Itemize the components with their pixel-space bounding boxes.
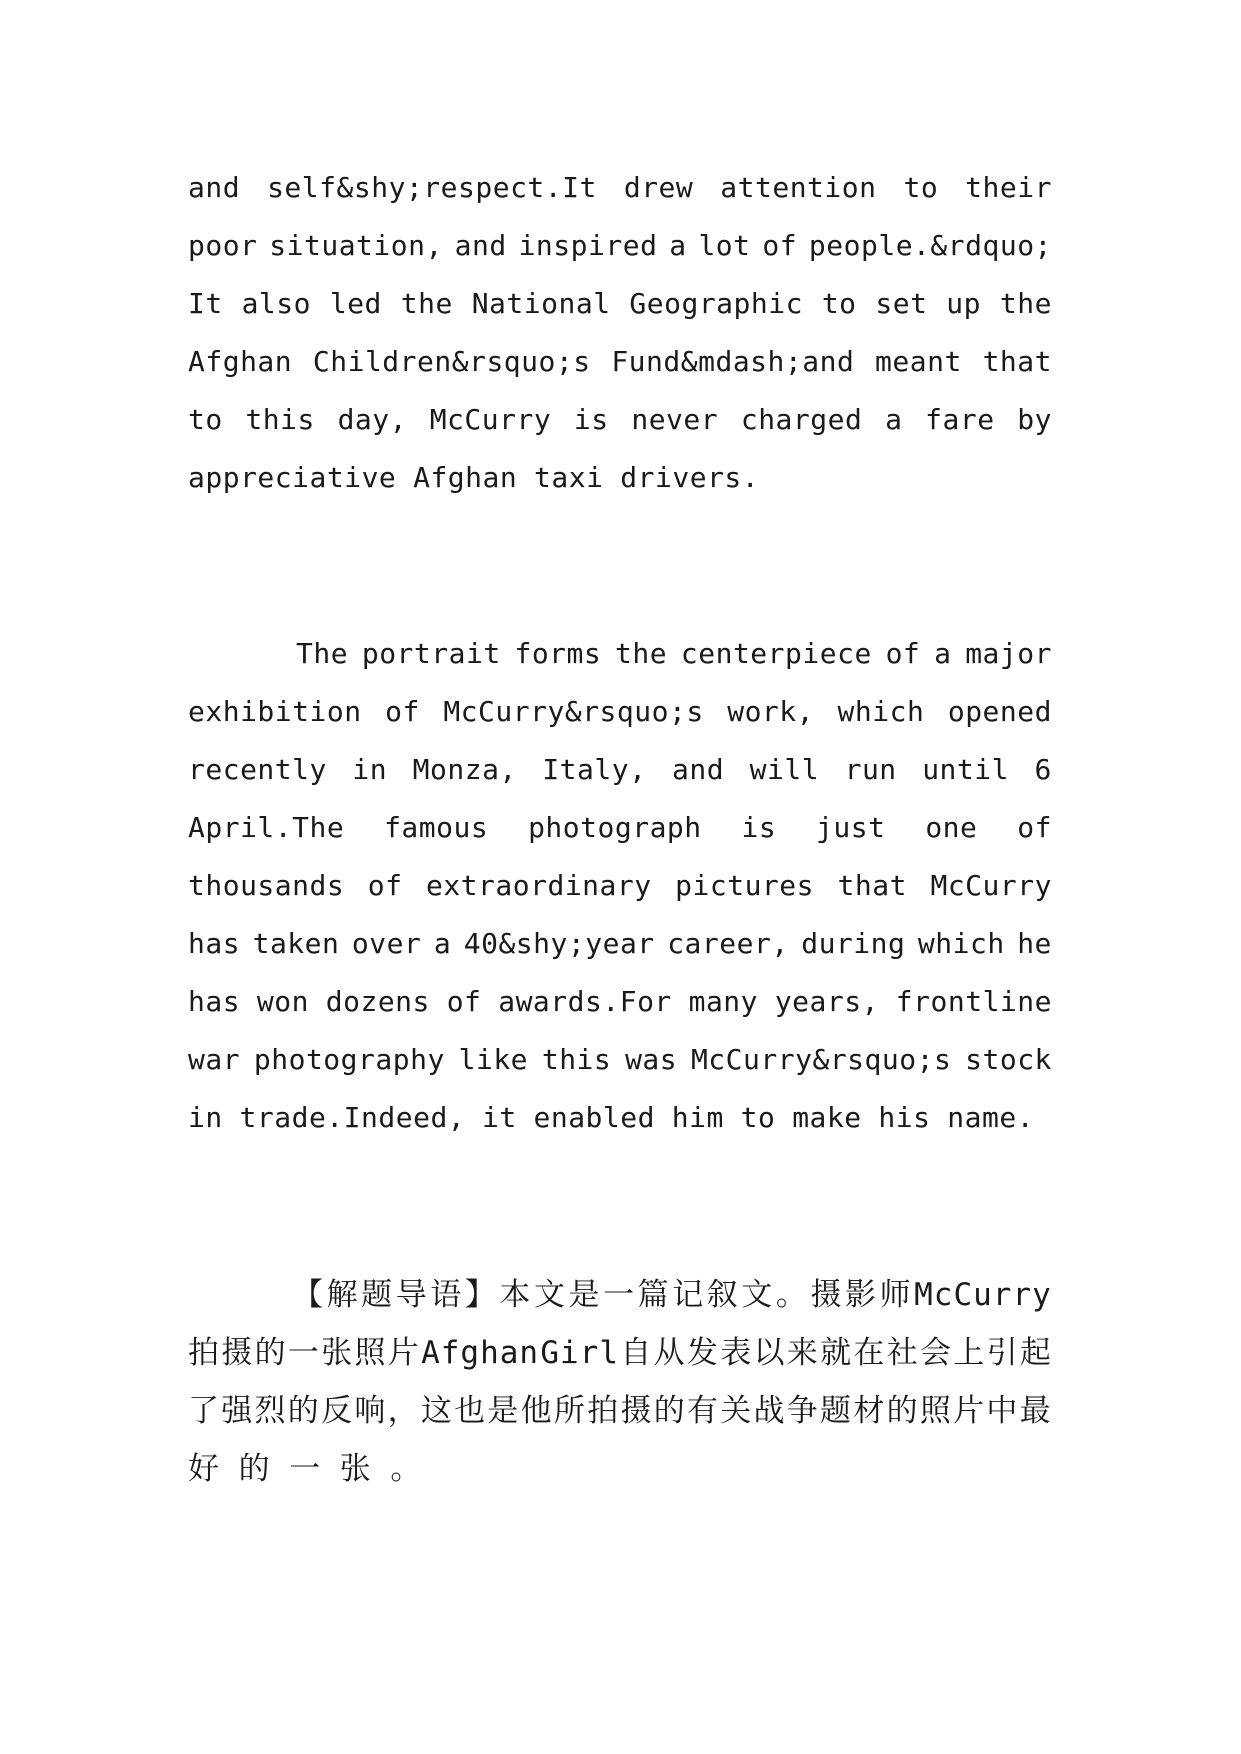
paragraph-guide xyxy=(188,1266,1052,1498)
text-line: war photography like this was McCurry&rsquo;s stock xyxy=(188,1043,1052,1076)
text-line: 【 解 题 导 语 】 本 文 是 一 篇 记 叙 文 。 摄 影 师 McCurry xyxy=(292,1277,1052,1313)
text-line: Afghan Children&rsquo;s Fund&mdash;and meant that xyxy=(188,345,1052,378)
text-line: 了 强 烈 的 反 响 ， 这 也 是 他 所 拍 摄 的 有 关 战 争 题 材 的 照 片 中 最 xyxy=(188,1393,1052,1429)
text-line: has won dozens of awards.For many years, frontline xyxy=(188,985,1052,1018)
text-line: has taken over a 40&shy;year career, during which he xyxy=(188,927,1052,960)
text-line: The portrait forms the centerpiece of a major xyxy=(296,637,1052,670)
text-line: 拍 摄 的 一 张 照 片 Afghan Girl 自 从 发 表 以 来 就 在 社 会 上 引 起 xyxy=(188,1335,1052,1371)
text-line: thousands of extraordinary pictures that McCurry xyxy=(188,869,1052,902)
text-line: appreciative Afghan taxi drivers. xyxy=(188,461,760,494)
paragraph-continuation xyxy=(188,159,1052,507)
text-line: recently in Monza, Italy, and will run until 6 xyxy=(188,753,1052,786)
text-line: 好 的 一 张 。 xyxy=(188,1451,423,1487)
paragraph-portrait-exhibition xyxy=(188,625,1052,1147)
text-line: in trade.Indeed, it enabled him to make his name. xyxy=(188,1101,1035,1134)
text-line: poor situation, and inspired a lot of people.&rdquo; xyxy=(188,229,1052,262)
text-line: and self&shy;respect.It drew attention to their xyxy=(188,171,1052,204)
text-line: It also led the National Geographic to set up the xyxy=(188,287,1052,320)
text-line: April.The famous photograph is just one of xyxy=(188,811,1052,844)
text-line: to this day, McCurry is never charged a fare by xyxy=(188,403,1052,436)
text-line: exhibition of McCurry&rsquo;s work, which opened xyxy=(188,695,1052,728)
